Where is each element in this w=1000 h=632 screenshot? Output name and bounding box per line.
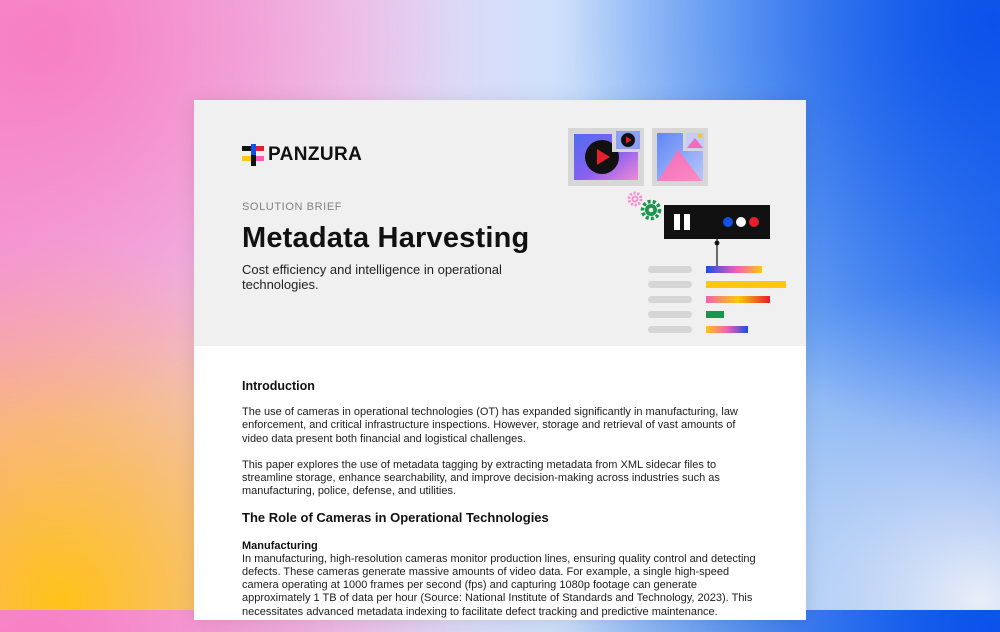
video-play-icon bbox=[568, 128, 644, 186]
subheading-manufacturing: Manufacturing bbox=[242, 539, 318, 552]
document-kicker: SOLUTION BRIEF bbox=[242, 201, 343, 213]
header-illustration bbox=[564, 124, 794, 344]
paragraph: This paper explores the use of metadata tagging by extracting metadata from XML sidecar files to streamline storage, enhance searchability, and improve decision-making across industries such as manufacturing, police, defense, and utilities. bbox=[242, 458, 720, 498]
paragraph: In manufacturing, high-resolution cameras monitor production lines, ensuring quality control and detecting defects. These cameras generate massive amounts of video data. For example, a single high-speed camera operating at 1000 frames per second (fps) and capturing 1080p footage can generate approximately 1 TB of data per hour (Source: National Institute of Standards and Technology, 2023). This necessitates advanced metadata indexing to facilitate defect tracking and predictive maintenance. bbox=[242, 552, 756, 618]
document-body bbox=[242, 380, 762, 632]
metadata-rows bbox=[648, 266, 786, 333]
document-header bbox=[194, 100, 806, 346]
solution-brief-document bbox=[194, 100, 806, 620]
section-heading-role-of-cameras: The Role of Cameras in Operational Technologies bbox=[242, 510, 549, 526]
paragraph: The use of cameras in operational technologies (OT) has expanded significantly in manufacturing, law enforcement, and critical infrastructure inspections. However, storage and retrieval of vast amounts of video data present both financial and logistical challenges. bbox=[242, 406, 738, 445]
document-subtitle: Cost efficiency and intelligence in operational technologies. bbox=[242, 262, 502, 292]
section-heading-introduction: Introduction bbox=[242, 379, 315, 393]
gear-icon bbox=[629, 193, 660, 219]
media-player-panel bbox=[664, 205, 770, 266]
brand-name: PANZURA bbox=[268, 144, 363, 165]
document-title: Metadata Harvesting bbox=[242, 222, 530, 254]
image-mountain-icon bbox=[652, 128, 708, 186]
panzura-logo-mark-icon bbox=[242, 144, 264, 166]
panzura-logo bbox=[242, 144, 362, 166]
